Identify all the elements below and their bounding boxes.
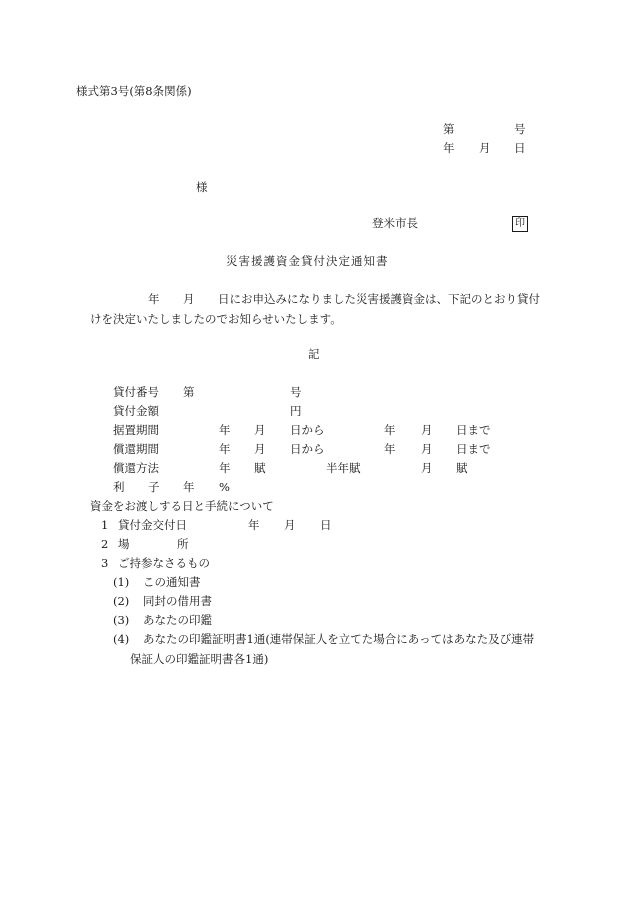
repayment-until: 日まで — [456, 442, 491, 456]
date-month: 月 — [479, 141, 491, 155]
method-installment-1: 賦 — [254, 461, 266, 475]
repayment-month-1: 月 — [254, 442, 266, 456]
deferment-until: 日まで — [456, 423, 491, 437]
method-month: 月 — [421, 461, 433, 475]
interest-label-1: 利 — [113, 480, 125, 494]
form-label: 様式第3号(第8条関係) — [76, 84, 192, 98]
sub2-num: (2) — [113, 594, 130, 608]
deferment-month-1: 月 — [254, 423, 266, 437]
repayment-year-2: 年 — [384, 442, 396, 456]
item1-month: 月 — [284, 518, 296, 532]
item1-day: 日 — [320, 518, 332, 532]
item1-year: 年 — [248, 518, 260, 532]
loan-number-label: 貸付番号 — [113, 385, 159, 399]
repayment-year-1: 年 — [219, 442, 231, 456]
deferment-from: 日から — [290, 423, 325, 437]
method-semiannual: 半年賦 — [326, 461, 361, 475]
method-year: 年 — [219, 461, 231, 475]
date-day: 日 — [514, 141, 526, 155]
body-line1: 日にお申込みになりました災害援護資金は、下記のとおり貸付 — [218, 292, 540, 306]
repayment-period-label: 償還期間 — [113, 442, 159, 456]
loan-amount-label: 貸付金額 — [113, 404, 159, 418]
loan-number-prefix: 第 — [183, 385, 195, 399]
sub4-num: (4) — [113, 632, 130, 646]
interest-label-2: 子 — [148, 480, 160, 494]
ki-heading: 記 — [308, 347, 320, 361]
item2-num: 2 — [101, 537, 109, 551]
body-year: 年 — [148, 292, 160, 306]
repayment-method-label: 償還方法 — [113, 461, 159, 475]
item1-label: 貸付金交付日 — [118, 518, 187, 532]
interest-year: 年 — [183, 480, 195, 494]
sub4-text-line1: あなたの印鑑証明書1通(連帯保証人を立てた場合にあってはあなた及び連帯 — [143, 632, 535, 646]
body-month: 月 — [183, 292, 195, 306]
item3-label: ご持参なさるもの — [118, 556, 210, 570]
sub3-num: (3) — [113, 613, 130, 627]
seal-mark: 印 — [512, 216, 528, 232]
sub4-text-line2: 保証人の印鑑証明書各1通) — [130, 652, 269, 666]
issuer: 登米市長 — [372, 216, 418, 230]
sub3-text: あなたの印鑑 — [143, 613, 212, 627]
loan-number-suffix: 号 — [290, 385, 302, 399]
procedures-heading: 資金をお渡しする日と手続について — [90, 499, 274, 513]
sub2-text: 同封の借用書 — [143, 594, 212, 608]
item2-label-2: 所 — [177, 537, 189, 551]
number-prefix: 第 — [443, 122, 455, 136]
date-year: 年 — [443, 141, 455, 155]
sub1-text: この通知書 — [143, 575, 201, 589]
sub1-num: (1) — [113, 575, 130, 589]
number-suffix: 号 — [514, 122, 526, 136]
deferment-label: 据置期間 — [113, 423, 159, 437]
item3-num: 3 — [101, 556, 109, 570]
repayment-month-2: 月 — [421, 442, 433, 456]
deferment-year-2: 年 — [384, 423, 396, 437]
repayment-from: 日から — [290, 442, 325, 456]
interest-percent: % — [219, 480, 230, 494]
body-line2: けを決定いたしましたのでお知らせいたします。 — [90, 312, 342, 326]
addressee-suffix: 様 — [196, 180, 208, 194]
item1-num: 1 — [101, 518, 109, 532]
loan-amount-yen: 円 — [290, 404, 302, 418]
document-title: 災害援護資金貸付決定通知書 — [226, 254, 389, 268]
item2-label-1: 場 — [118, 537, 130, 551]
method-installment-2: 賦 — [456, 461, 468, 475]
deferment-year-1: 年 — [219, 423, 231, 437]
deferment-month-2: 月 — [421, 423, 433, 437]
